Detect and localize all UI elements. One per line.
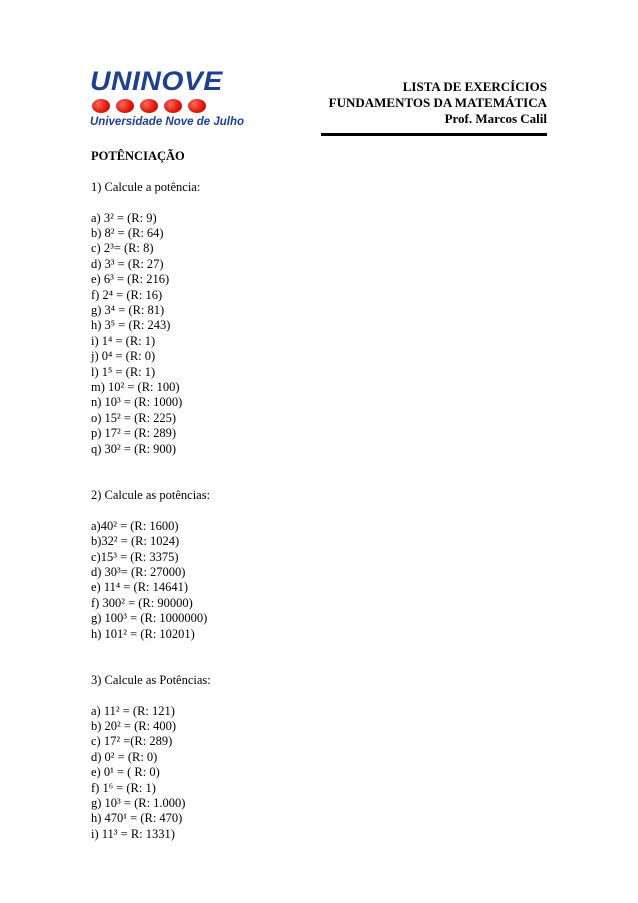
exercise-item: i) 1⁴ = (R: 1) — [91, 333, 156, 348]
exercise-item: h) 101² = (R: 10201) — [91, 626, 195, 641]
exercise-1-instruction: 1) Calcule a potência: — [91, 179, 201, 194]
logo-dot — [164, 99, 182, 113]
exercise-item: a) 11² = (R: 121) — [91, 703, 175, 718]
exercise-item: e) 0¹ = ( R: 0) — [91, 765, 160, 780]
logo-dot — [116, 99, 134, 113]
exercise-item: b) 8² = (R: 64) — [91, 226, 164, 240]
exercise-item: d) 30³= (R: 27000) — [91, 564, 186, 579]
exercise-item: p) 17² = (R: 289) — [91, 426, 177, 441]
document-body — [91, 149, 211, 842]
exercise-2-list — [91, 519, 211, 642]
header-title: LISTA DE EXERCÍCIOS — [402, 79, 547, 94]
exercise-item: d) 0² = (R: 0) — [91, 749, 158, 764]
exercise-item: n) 10³ = (R: 1000) — [91, 395, 183, 410]
exercise-item: o) 15² = (R: 225) — [91, 410, 177, 425]
exercise-item: e) 11⁴ = (R: 14641) — [91, 580, 189, 595]
logo-dot — [92, 99, 110, 113]
logo-dot — [140, 99, 158, 113]
exercise-2-instruction: 2) Calcule as potências: — [91, 487, 211, 502]
exercise-3-instruction: 3) Calcule as Potências: — [91, 672, 211, 687]
exercise-item: f) 300² = (R: 90000) — [91, 595, 193, 610]
uninove-logo — [90, 66, 245, 128]
exercise-item: f) 2⁴ = (R: 16) — [91, 287, 163, 302]
exercise-1-list — [91, 211, 211, 458]
exercise-item: a)40² = (R: 1600) — [91, 518, 179, 533]
exercise-item: g) 10³ = (R: 1.000) — [91, 795, 186, 810]
exercise-item: l) 1⁵ = (R: 1) — [91, 364, 156, 379]
logo-dots — [92, 99, 206, 113]
logo-title: UNINOVE — [90, 66, 223, 96]
exercise-item: a) 3² = (R: 9) — [91, 210, 157, 225]
exercise-item: m) 10² = (R: 100) — [91, 380, 180, 395]
section-title: POTÊNCIAÇÃO — [91, 149, 185, 163]
exercise-item: d) 3³ = (R: 27) — [91, 256, 164, 271]
exercise-item: e) 6³ = (R: 216) — [91, 272, 170, 287]
logo-subtitle: Universidade Nove de Julho — [90, 116, 245, 128]
exercise-item: b) 20² = (R: 400) — [91, 718, 177, 733]
exercise-item: f) 1⁶ = (R: 1) — [91, 780, 156, 795]
exercise-item: h) 470¹ = (R: 470) — [91, 811, 183, 826]
exercise-item: j) 0⁴ = (R: 0) — [91, 349, 156, 364]
header-rule — [321, 133, 547, 136]
logo-dot — [188, 99, 206, 113]
exercise-item: g) 100³ = (R: 1000000) — [91, 611, 208, 626]
header-professor: Prof. Marcos Calil — [444, 111, 547, 126]
exercise-item: h) 3⁵ = (R: 243) — [91, 318, 171, 333]
exercise-item: c) 2³= (R: 8) — [91, 241, 154, 256]
exercise-item: c) 17² =(R: 289) — [91, 734, 173, 749]
header-course: FUNDAMENTOS DA MATEMÁTICA — [328, 95, 547, 110]
exercise-item: i) 11³ = R: 1331) — [91, 826, 175, 841]
exercise-item: b)32² = (R: 1024) — [91, 534, 180, 549]
exercise-item: q) 30² = (R: 900) — [91, 441, 177, 456]
document-header — [329, 79, 547, 127]
exercise-item: c)15³ = (R: 3375) — [91, 549, 179, 564]
exercise-item: g) 3⁴ = (R: 81) — [91, 303, 165, 318]
exercise-3-list — [91, 704, 211, 843]
